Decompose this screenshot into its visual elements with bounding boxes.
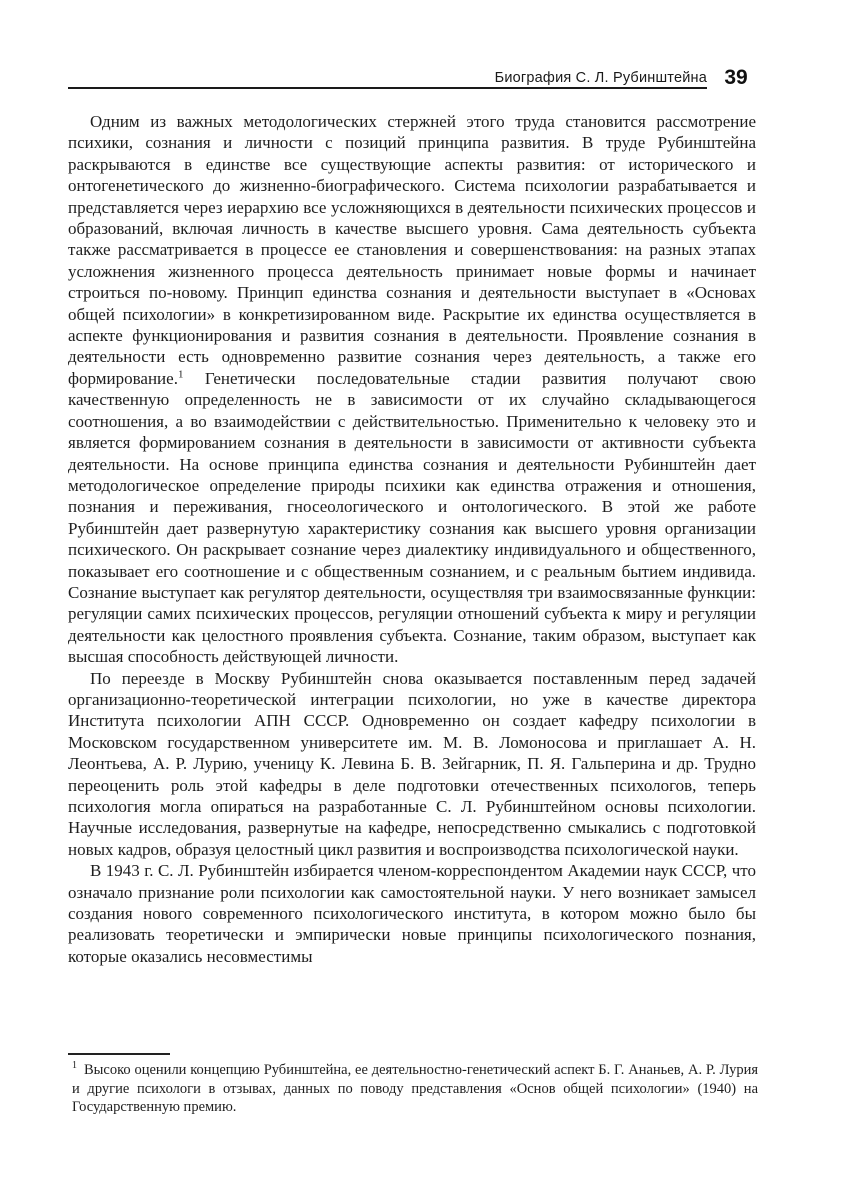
paragraph-2: По переезде в Москву Рубинштейн снова оказывается поставленным перед задачей организационно-теоретической интеграции психологии, но уже в качестве директора Института психологии АПН СССР. Одновременно он создает кафедру психологии в Московском государственном университете им. М. В. Ломоносова и приглашает А. Н. Леонтьева, А. Р. Лурию, ученицу К. Левина Б. В. Зейгарник, П. Я. Гальперина и др. Трудно переоценить роль этой кафедры в деле подготовки отечественных психологов, теперь психология могла опираться на разработанные С. Л. Рубинштейном основы психологии. Научные исследования, развернутые на кафедре, непосредственно смыкались с подготовкой новых кадров, образуя целостный цикл развития и воспроизводства психологической науки. xyxy=(68,668,756,859)
footnote-marker: 1 xyxy=(72,1060,77,1072)
paragraph-1 xyxy=(68,111,756,668)
body-text xyxy=(68,111,756,967)
footnote-reference-superscript: 1 xyxy=(177,368,184,381)
paragraph-3: В 1943 г. С. Л. Рубинштейн избирается членом-корреспондентом Академии наук СССР, что означало признание роли психологии как самостоятельной науки. У него возникает замысел создания нового современного психологического института, в котором можно было бы реализовать теоретически и эмпирически новые принципы психологического познания, которые оказались несовместимы xyxy=(68,861,756,966)
footnote xyxy=(68,1061,758,1117)
footnote-text: Высоко оценили концепцию Рубинштейна, ее деятельностно-генетический аспект Б. Г. Ананьев, А. Р. Лурия и другие психологи в отзывах, данных по поводу представления «Основ общей психологии» (1940) на Государственную премию. xyxy=(72,1062,758,1116)
running-head: Биография С. Л. Рубинштейна xyxy=(494,70,707,86)
paragraph-1-text-after-footnote: Генетически последовательные стадии развития получают свою качественную определенность не в зависимости от их случайно складывающегося соотношения, а во взаимодействии с действительностью. Применительно к человеку это и является формированием сознания в деятельности в зависимости от активности субъекта деятельности. На основе принципа единства сознания и деятельности Рубинштейн дает методологическое определение природы психики как единства отражения и отношения, познания и переживания, гносеологического и онтологического. В этой же работе Рубинштейн дает развернутую характеристику сознания как высшего уровня организации психического. Он раскрывает сознание через диалектику индивидуального и общественного, показывает его соотношение и с общественным сознанием, и с реальным бытием индивида. Сознание выступает как регулятор деятельности, осуществляя три взаимосвязанные функции: регуляции самих психических процессов, регуляции отношений субъекта к миру и регуляции деятельности как целостного проявления субъекта. Сознание, таким образом, выступает как высшая способность действующей личности. xyxy=(68,368,756,667)
page-number: 39 xyxy=(724,66,748,89)
footnote-separator-rule xyxy=(68,1053,170,1055)
header-rule xyxy=(68,87,707,89)
paragraph-1-text-before-footnote: Одним из важных методологических стержней этого труда становится рассмотрение психики, сознания и личности с позиций принципа развития. В труде Рубинштейна раскрываются в единстве все существующие аспекты развития: от исторического и онтогенетического до жизненно-биографического. Система психологии разрабатывается и представляется через иерархию все усложняющихся в деятельности психических процессов и образований, включая личность в качестве высшего уровня. Сама деятельность субъекта также рассматривается в процессе ее становления и совершенствования: на разных этапах усложнения жизненного процесса деятельность принимает новые формы и начинает строиться по-новому. Принцип единства сознания и деятельности выступает в «Основах общей психологии» в конкретизированном виде. Раскрытие их единства осуществляется в аспекте функционирования и развития сознания в деятельности. Проявление сознания в деятельности есть одновременно развитие сознания через деятельность, а также его формирование. xyxy=(68,112,756,388)
